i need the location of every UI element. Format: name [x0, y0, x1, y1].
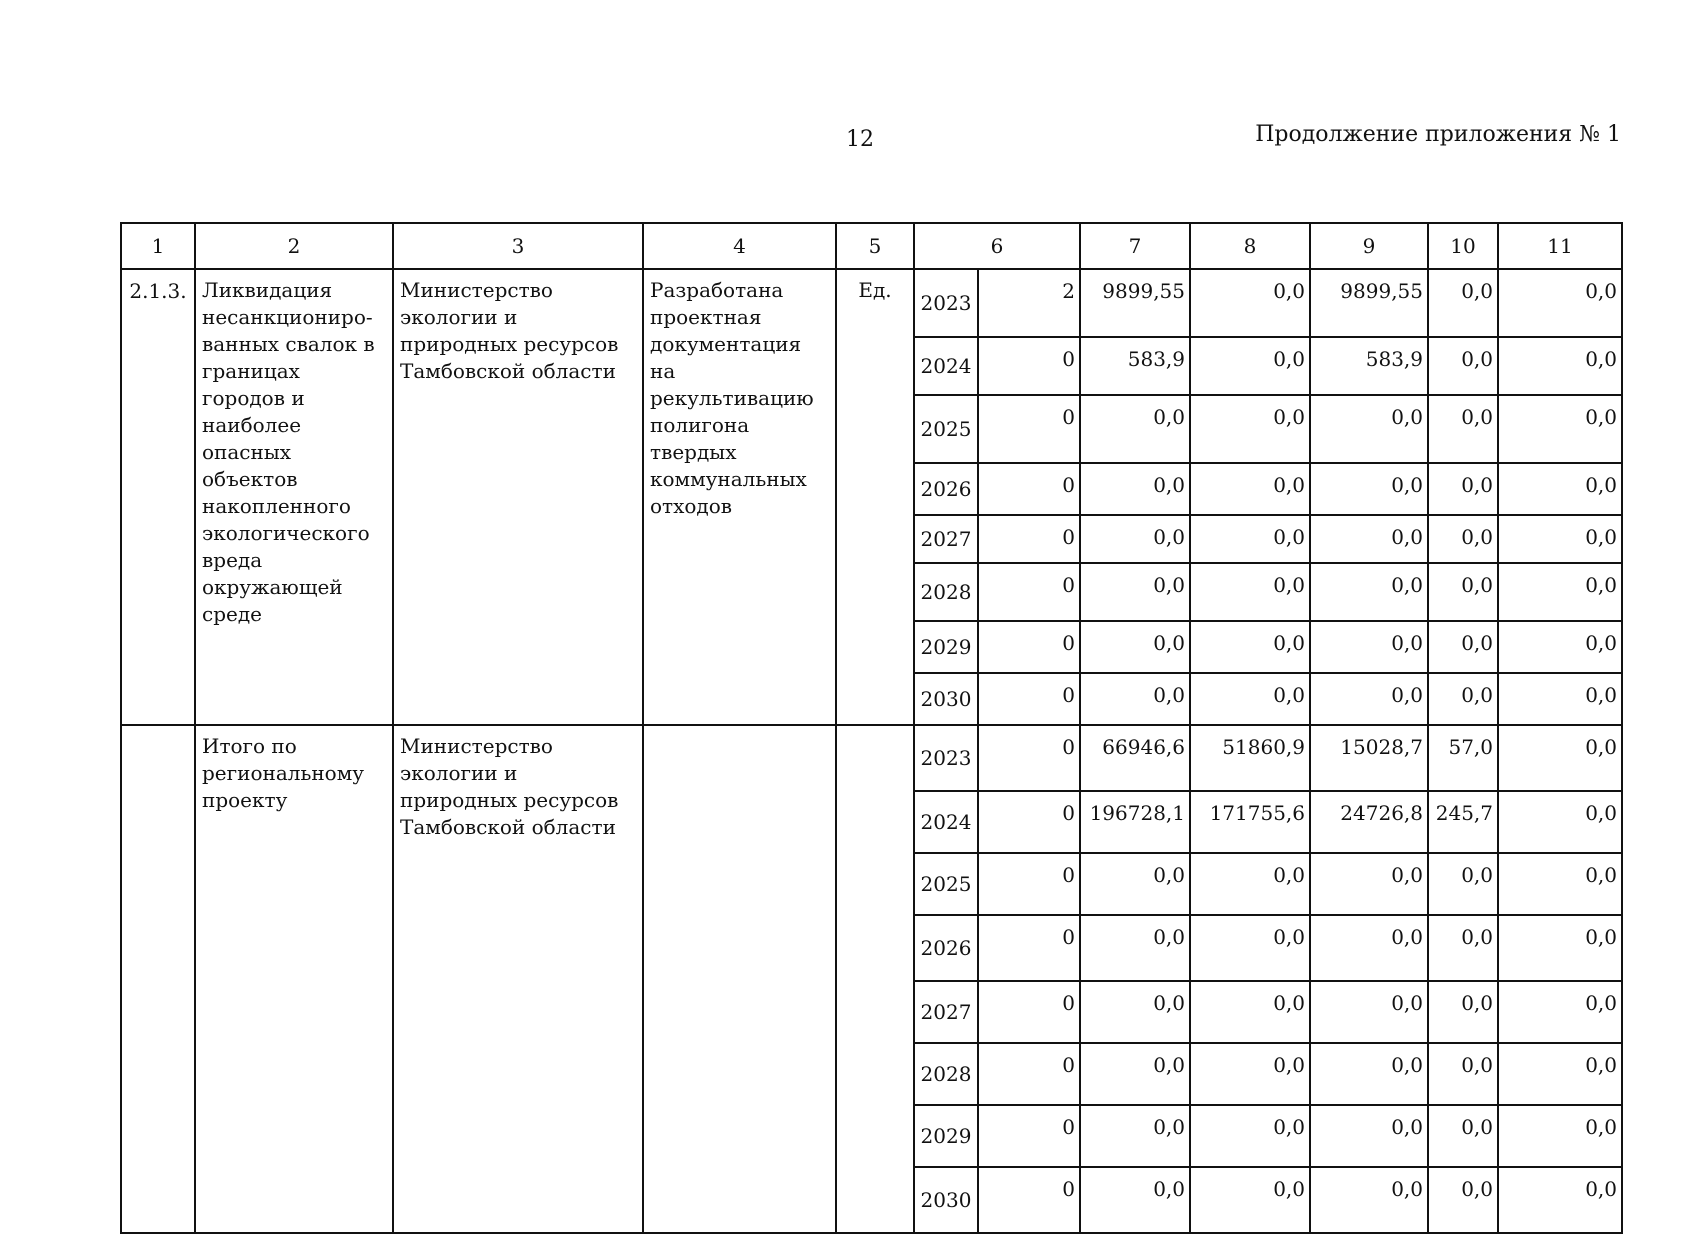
- year-cell: 2023: [914, 269, 978, 337]
- finance-regional: 0,0: [1310, 1167, 1428, 1233]
- unit-of-measure: Ед.: [836, 269, 914, 725]
- table-row: [121, 269, 1622, 337]
- indicator-value: 0: [978, 725, 1080, 791]
- year-cell: 2028: [914, 1043, 978, 1105]
- finance-other: 0,0: [1498, 563, 1622, 621]
- indicator-value: 0: [978, 673, 1080, 725]
- finance-total: 196728,1: [1080, 791, 1190, 853]
- finance-local: 0,0: [1428, 1043, 1498, 1105]
- finance-total: 0,0: [1080, 463, 1190, 515]
- indicator-value: 0: [978, 791, 1080, 853]
- finance-local: 0,0: [1428, 563, 1498, 621]
- finance-regional: 24726,8: [1310, 791, 1428, 853]
- indicator-value: 0: [978, 515, 1080, 563]
- year-cell: 2030: [914, 673, 978, 725]
- page-number: 12: [846, 127, 874, 152]
- finance-other: 0,0: [1498, 337, 1622, 395]
- row-code: 2.1.3.: [121, 269, 195, 725]
- finance-federal: 0,0: [1190, 1167, 1310, 1233]
- finance-other: 0,0: [1498, 463, 1622, 515]
- finance-regional: 0,0: [1310, 853, 1428, 915]
- finance-regional: 0,0: [1310, 621, 1428, 673]
- unit-of-measure: [836, 725, 914, 1233]
- finance-total: 0,0: [1080, 673, 1190, 725]
- finance-federal: 0,0: [1190, 395, 1310, 463]
- finance-total: 0,0: [1080, 1043, 1190, 1105]
- finance-other: 0,0: [1498, 395, 1622, 463]
- finance-other: 0,0: [1498, 269, 1622, 337]
- year-cell: 2024: [914, 791, 978, 853]
- column-number: 2: [195, 223, 393, 269]
- finance-regional: 9899,55: [1310, 269, 1428, 337]
- total-label: Итого по региональному проекту: [195, 725, 393, 1233]
- year-cell: 2028: [914, 563, 978, 621]
- indicator-value: 0: [978, 981, 1080, 1043]
- column-number: 5: [836, 223, 914, 269]
- finance-other: 0,0: [1498, 725, 1622, 791]
- column-number: 7: [1080, 223, 1190, 269]
- column-number: 1: [121, 223, 195, 269]
- program-table: [120, 222, 1623, 1234]
- column-number: 8: [1190, 223, 1310, 269]
- finance-local: 0,0: [1428, 981, 1498, 1043]
- column-number: 4: [643, 223, 836, 269]
- indicator-value: 0: [978, 1105, 1080, 1167]
- indicator-value: 0: [978, 337, 1080, 395]
- finance-federal: 0,0: [1190, 915, 1310, 981]
- finance-total: 0,0: [1080, 563, 1190, 621]
- year-cell: 2029: [914, 1105, 978, 1167]
- finance-federal: 0,0: [1190, 981, 1310, 1043]
- finance-other: 0,0: [1498, 915, 1622, 981]
- finance-total: 0,0: [1080, 621, 1190, 673]
- indicator-value: 2: [978, 269, 1080, 337]
- finance-local: 0,0: [1428, 621, 1498, 673]
- finance-local: 0,0: [1428, 337, 1498, 395]
- finance-total: 0,0: [1080, 395, 1190, 463]
- finance-other: 0,0: [1498, 515, 1622, 563]
- finance-total: 0,0: [1080, 915, 1190, 981]
- finance-federal: 0,0: [1190, 1105, 1310, 1167]
- result-description: Разработана проектная документация на рекультивацию полигона твердых коммунальных отходов: [643, 269, 836, 725]
- finance-regional: 0,0: [1310, 515, 1428, 563]
- finance-local: 57,0: [1428, 725, 1498, 791]
- finance-local: 0,0: [1428, 395, 1498, 463]
- row-code: [121, 725, 195, 1233]
- year-cell: 2029: [914, 621, 978, 673]
- finance-federal: 0,0: [1190, 621, 1310, 673]
- year-cell: 2025: [914, 853, 978, 915]
- finance-local: 0,0: [1428, 853, 1498, 915]
- finance-total: 9899,55: [1080, 269, 1190, 337]
- column-number: 9: [1310, 223, 1428, 269]
- finance-other: 0,0: [1498, 621, 1622, 673]
- finance-total: 0,0: [1080, 853, 1190, 915]
- year-cell: 2026: [914, 463, 978, 515]
- finance-total: 0,0: [1080, 515, 1190, 563]
- finance-federal: 0,0: [1190, 337, 1310, 395]
- finance-total: 0,0: [1080, 981, 1190, 1043]
- responsible-body: Министерство экологии и природных ресурсов Тамбовской области: [393, 269, 643, 725]
- column-number: 6: [914, 223, 1080, 269]
- column-numbers-row: [121, 223, 1622, 269]
- finance-local: 0,0: [1428, 269, 1498, 337]
- finance-regional: 0,0: [1310, 1105, 1428, 1167]
- indicator-value: 0: [978, 1043, 1080, 1105]
- indicator-value: 0: [978, 915, 1080, 981]
- finance-local: 245,7: [1428, 791, 1498, 853]
- finance-regional: 0,0: [1310, 395, 1428, 463]
- finance-federal: 171755,6: [1190, 791, 1310, 853]
- year-cell: 2027: [914, 981, 978, 1043]
- finance-federal: 0,0: [1190, 853, 1310, 915]
- finance-other: 0,0: [1498, 853, 1622, 915]
- column-number: 11: [1498, 223, 1622, 269]
- table-row: [121, 725, 1622, 791]
- finance-local: 0,0: [1428, 1167, 1498, 1233]
- finance-regional: 583,9: [1310, 337, 1428, 395]
- responsible-body: Министерство экологии и природных ресурсов Тамбовской области: [393, 725, 643, 1233]
- finance-federal: 0,0: [1190, 673, 1310, 725]
- finance-regional: 0,0: [1310, 1043, 1428, 1105]
- finance-local: 0,0: [1428, 673, 1498, 725]
- finance-local: 0,0: [1428, 1105, 1498, 1167]
- finance-regional: 0,0: [1310, 673, 1428, 725]
- indicator-value: 0: [978, 563, 1080, 621]
- finance-federal: 0,0: [1190, 563, 1310, 621]
- year-cell: 2030: [914, 1167, 978, 1233]
- year-cell: 2026: [914, 915, 978, 981]
- year-cell: 2025: [914, 395, 978, 463]
- finance-total: 583,9: [1080, 337, 1190, 395]
- result-description: [643, 725, 836, 1233]
- finance-local: 0,0: [1428, 515, 1498, 563]
- finance-regional: 0,0: [1310, 463, 1428, 515]
- finance-total: 66946,6: [1080, 725, 1190, 791]
- finance-other: 0,0: [1498, 673, 1622, 725]
- finance-total: 0,0: [1080, 1167, 1190, 1233]
- finance-federal: 0,0: [1190, 463, 1310, 515]
- finance-other: 0,0: [1498, 1105, 1622, 1167]
- finance-other: 0,0: [1498, 791, 1622, 853]
- indicator-value: 0: [978, 853, 1080, 915]
- finance-other: 0,0: [1498, 1043, 1622, 1105]
- year-cell: 2024: [914, 337, 978, 395]
- finance-other: 0,0: [1498, 1167, 1622, 1233]
- indicator-value: 0: [978, 1167, 1080, 1233]
- finance-regional: 15028,7: [1310, 725, 1428, 791]
- finance-total: 0,0: [1080, 1105, 1190, 1167]
- finance-federal: 51860,9: [1190, 725, 1310, 791]
- finance-regional: 0,0: [1310, 981, 1428, 1043]
- finance-regional: 0,0: [1310, 915, 1428, 981]
- finance-federal: 0,0: [1190, 1043, 1310, 1105]
- finance-other: 0,0: [1498, 981, 1622, 1043]
- column-number: 10: [1428, 223, 1498, 269]
- finance-federal: 0,0: [1190, 515, 1310, 563]
- appendix-continuation-label: Продолжение приложения № 1: [1255, 122, 1621, 147]
- finance-local: 0,0: [1428, 915, 1498, 981]
- column-number: 3: [393, 223, 643, 269]
- finance-regional: 0,0: [1310, 563, 1428, 621]
- measure-name: Ликвидация несанкциониро-ванных свалок в границах городов и наиболее опасных объектов накопленного экологического вреда окружающей среде: [195, 269, 393, 725]
- finance-federal: 0,0: [1190, 269, 1310, 337]
- finance-local: 0,0: [1428, 463, 1498, 515]
- indicator-value: 0: [978, 621, 1080, 673]
- indicator-value: 0: [978, 463, 1080, 515]
- year-cell: 2027: [914, 515, 978, 563]
- indicator-value: 0: [978, 395, 1080, 463]
- year-cell: 2023: [914, 725, 978, 791]
